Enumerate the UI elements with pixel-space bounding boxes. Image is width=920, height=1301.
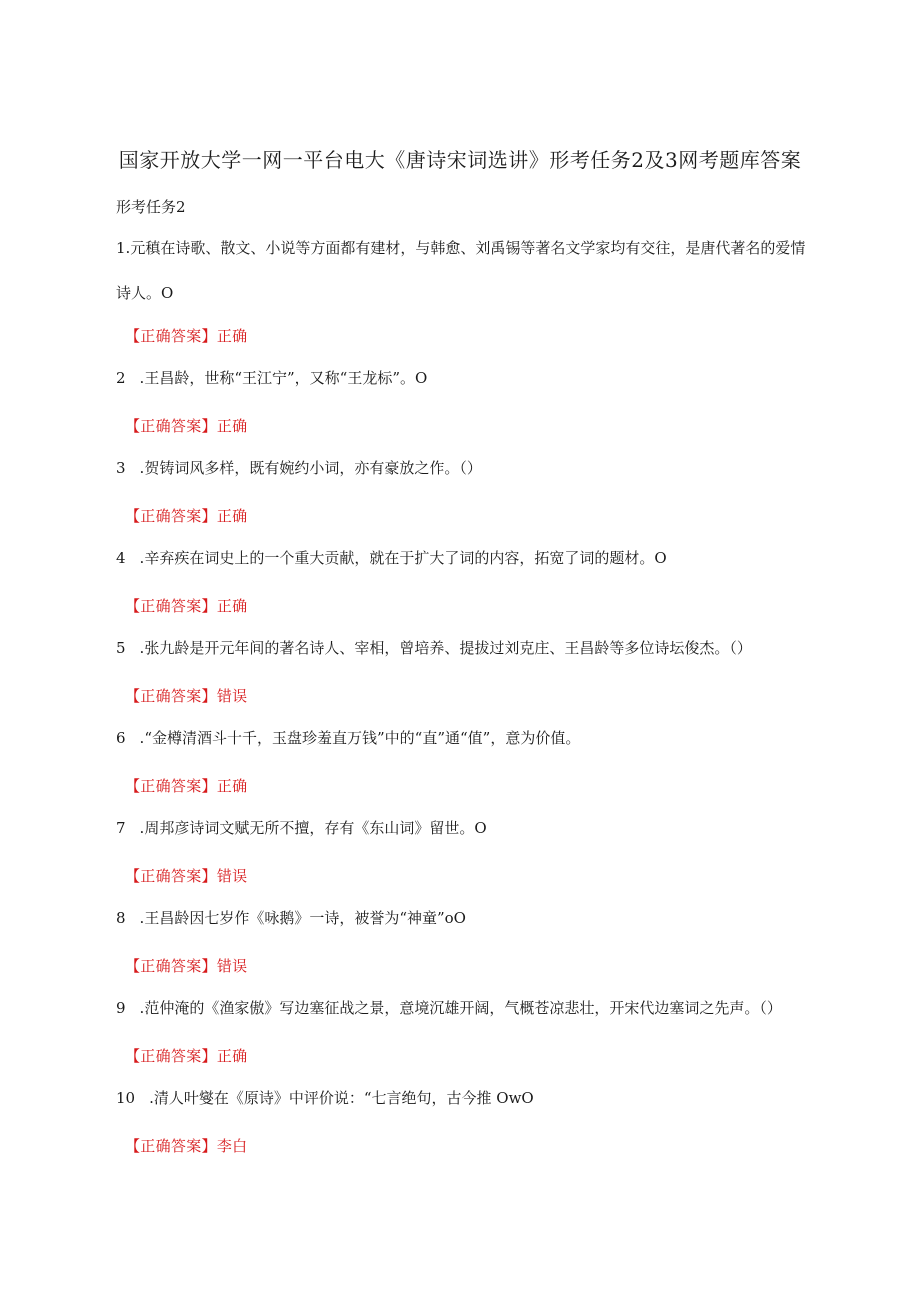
question-text: .周邦彦诗词文赋无所不擅，存有《东山词》留世。O <box>139 819 487 837</box>
answer-value: 错误 <box>216 687 248 705</box>
answer-value: 正确 <box>216 597 248 615</box>
answer-1 <box>125 325 247 346</box>
answer-value: 正确 <box>216 417 248 435</box>
answer-value: 错误 <box>216 867 248 885</box>
answer-label: 【正确答案】 <box>125 1137 217 1155</box>
question-1 <box>116 226 816 316</box>
answer-value: 正确 <box>216 777 248 795</box>
answer-label: 【正确答案】 <box>125 1047 217 1065</box>
question-text: .范仲淹的《渔家傲》写边塞征战之景，意境沉雄开阔，气概苍凉悲壮，开宋代边塞词之先声。（） <box>139 999 782 1017</box>
question-text: .辛弃疾在词史上的一个重大贡献，就在于扩大了词的内容，拓宽了词的题材。O <box>139 549 667 567</box>
page-title: 国家开放大学一网一平台电大《唐诗宋词选讲》形考任务2及3网考题库答案 <box>118 148 802 172</box>
question-text: .“金樽清酒斗十千，玉盘珍羞直万钱”中的“直”通“值”，意为价值。 <box>139 729 581 747</box>
section-heading: 形考任务2 <box>116 198 186 216</box>
answer-value: 李白 <box>216 1137 248 1155</box>
answer-label: 【正确答案】 <box>125 777 217 795</box>
question-7 <box>116 806 816 851</box>
question-text: .王昌龄，世称“王江宁”，又称“王龙标”。O <box>139 369 428 387</box>
question-text: .王昌龄因七岁作《咏鹅》一诗，被誉为“神童”oO <box>139 909 466 927</box>
question-4 <box>116 536 816 581</box>
answer-label: 【正确答案】 <box>125 597 217 615</box>
question-number: 10 <box>116 1089 136 1107</box>
answer-value: 错误 <box>216 957 248 975</box>
answer-2 <box>125 415 247 436</box>
answer-label: 【正确答案】 <box>125 957 217 975</box>
answer-value: 正确 <box>216 327 248 345</box>
question-text: .张九龄是开元年间的著名诗人、宰相，曾培养、提拔过刘克庄、王昌龄等多位诗坛俊杰。（） <box>139 639 752 657</box>
question-text: .清人叶燮在《原诗》中评价说：“七言绝句，古今推 OwO <box>149 1089 534 1107</box>
question-10 <box>116 1076 816 1121</box>
answer-label: 【正确答案】 <box>125 867 217 885</box>
answer-9 <box>125 1045 247 1066</box>
answer-4 <box>125 595 247 616</box>
question-2 <box>116 356 816 401</box>
question-9 <box>116 986 816 1031</box>
question-text: 元稹在诗歌、散文、小说等方面都有建材，与韩愈、刘禹锡等著名文学家均有交往，是唐代著名的爱情诗人。O <box>116 239 806 302</box>
question-number: 2 <box>116 369 126 387</box>
answer-label: 【正确答案】 <box>125 327 217 345</box>
answer-7 <box>125 865 247 886</box>
question-number: 5 <box>116 639 126 657</box>
question-5 <box>116 626 816 671</box>
question-number: 1. <box>116 239 131 257</box>
question-number: 8 <box>116 909 126 927</box>
question-3 <box>116 446 816 491</box>
question-number: 3 <box>116 459 126 477</box>
question-text: .贺铸词风多样，既有婉约小词，亦有豪放之作。（） <box>139 459 482 477</box>
answer-label: 【正确答案】 <box>125 507 217 525</box>
question-6 <box>116 716 816 761</box>
answer-6 <box>125 775 247 796</box>
answer-value: 正确 <box>216 507 248 525</box>
question-number: 6 <box>116 729 126 747</box>
question-8 <box>116 896 816 941</box>
answer-8 <box>125 955 247 976</box>
answer-label: 【正确答案】 <box>125 687 217 705</box>
question-number: 7 <box>116 819 126 837</box>
answer-5 <box>125 685 247 706</box>
answer-10 <box>125 1135 247 1156</box>
answer-3 <box>125 505 247 526</box>
question-number: 4 <box>116 549 126 567</box>
answer-label: 【正确答案】 <box>125 417 217 435</box>
answer-value: 正确 <box>216 1047 248 1065</box>
question-number: 9 <box>116 999 126 1017</box>
